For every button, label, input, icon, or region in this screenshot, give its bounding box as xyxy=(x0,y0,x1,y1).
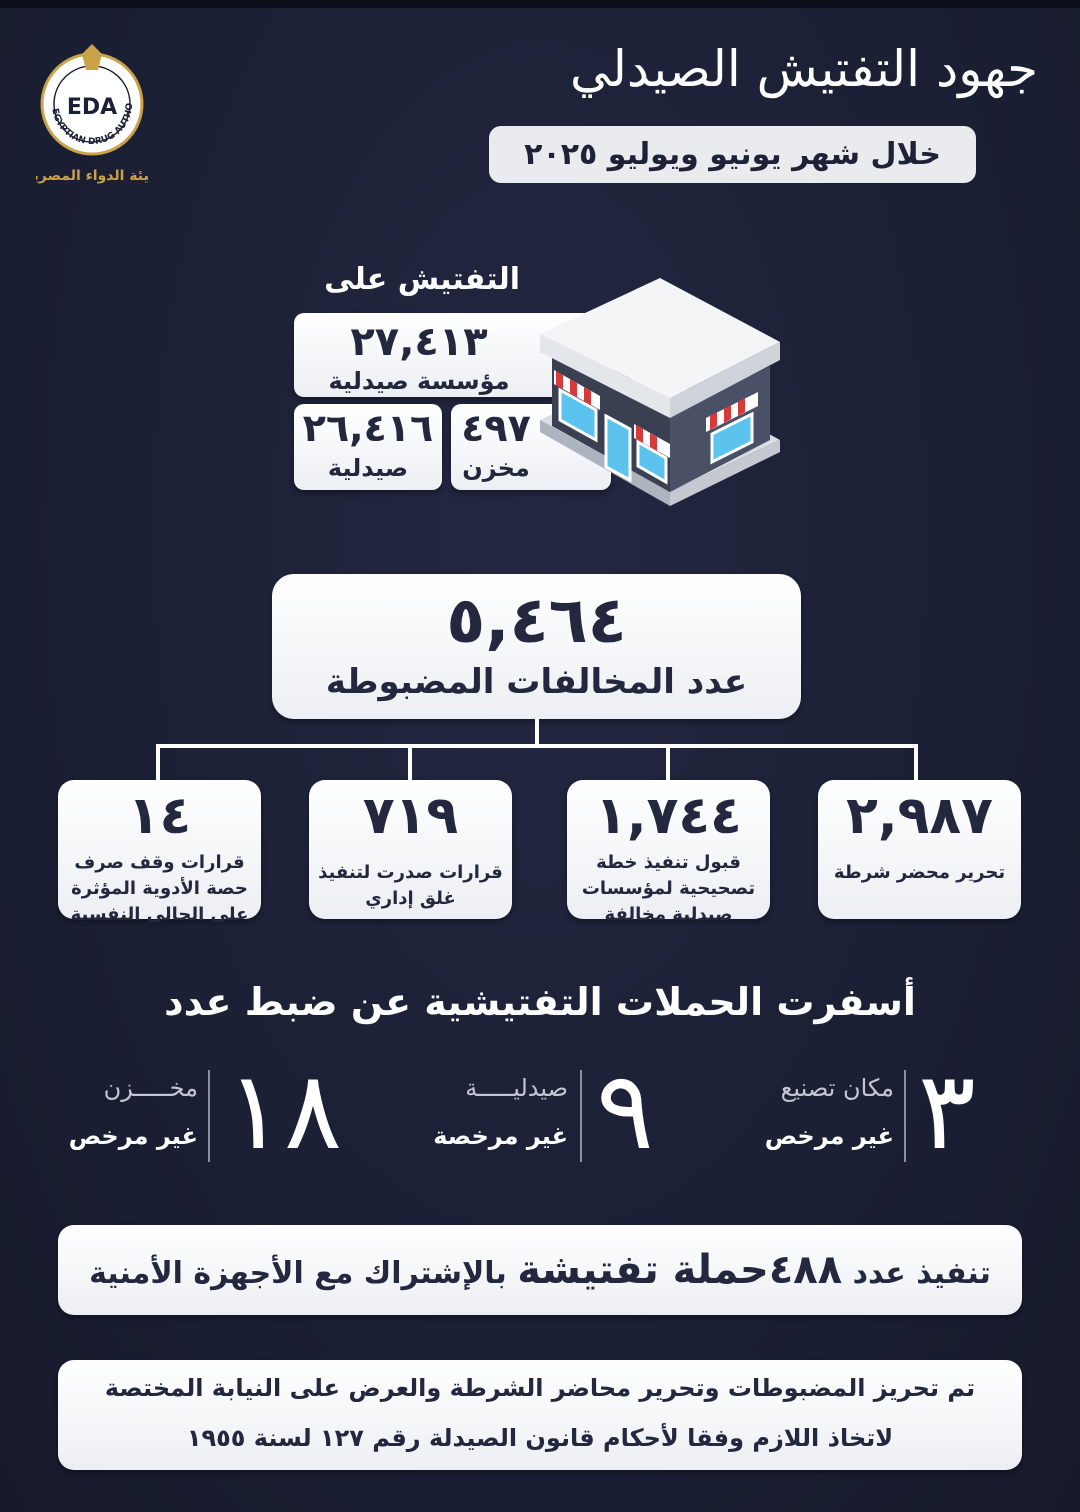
campaign-banner xyxy=(58,1225,1022,1315)
stat-card-closure-decisions xyxy=(309,780,512,919)
result-type-factory: مكان تصنيع xyxy=(780,1074,894,1102)
result-type-store: مخـــــزن xyxy=(103,1074,198,1102)
result-value-pharmacy: ٩ xyxy=(596,1049,655,1174)
stat-label: قرارات صدرت لتنفيذ غلق إداري xyxy=(318,862,503,909)
stat-value: ٧١٩ xyxy=(362,786,459,846)
period-subtitle: خلال شهر يونيو ويوليو ٢٠٢٥ xyxy=(489,126,976,183)
campaign-highlight: ٤٨٨حملة تفتيشة xyxy=(517,1247,843,1293)
pharmacy-building-icon xyxy=(530,270,790,535)
inspection-stores-label: مخزن xyxy=(462,454,530,482)
logo-arabic-name: ئة الدواء المصر xyxy=(38,168,144,184)
logo-abbr: EDA xyxy=(66,95,118,120)
page-title: جهود التفتيش الصيدلي xyxy=(570,40,1038,98)
inspection-total-value: ٢٧,٤١٣ xyxy=(350,319,488,365)
inspection-total-label: مؤسسة صيدلية xyxy=(328,367,510,395)
inspection-pharmacies-label: صيدلية xyxy=(327,454,409,482)
inspection-heading: التفتيش على xyxy=(324,262,520,297)
campaign-text xyxy=(78,1247,1002,1293)
stat-card-corrective-plan xyxy=(567,780,770,925)
result-status-factory: غير مرخص xyxy=(764,1122,894,1150)
stat-value: ٢,٩٨٧ xyxy=(846,786,993,846)
stat-card-police-report xyxy=(818,780,1021,919)
stat-label: قرارات وقف صرف حصة الأدوية المؤثرة على الحالى النفسية xyxy=(70,852,249,925)
connector-lines xyxy=(0,718,1080,788)
result-value-factory: ٣ xyxy=(918,1049,977,1174)
violations-label: عدد المخالفات المضبوطة xyxy=(325,662,748,702)
result-value-store: ١٨ xyxy=(226,1049,343,1174)
top-bar xyxy=(0,0,1080,8)
logo-ring-text: EGYPTIAN DRUG AUTHO xyxy=(49,102,136,148)
result-status-store: غير مرخص xyxy=(68,1122,198,1150)
stat-label: قبول تنفيذ خطة تصحيحية لمؤسسات صيدلية مخالفة xyxy=(581,852,756,925)
result-status-pharmacy: غير مرخصة xyxy=(433,1122,568,1150)
stat-value: ١,٧٤٤ xyxy=(595,786,742,846)
result-divider xyxy=(208,1070,210,1162)
stat-card-dispensing-suspension xyxy=(58,780,261,925)
result-divider xyxy=(580,1070,582,1162)
campaign-prefix: تنفيذ عدد xyxy=(852,1256,991,1291)
campaign-suffix: بالإشتراك مع الأجهزة الأمنية xyxy=(89,1256,507,1291)
inspection-pharmacies-card xyxy=(294,404,442,490)
inspection-pharmacies-value: ٢٦,٤١٦ xyxy=(302,406,434,450)
results-heading: أسفرت الحملات التفتيشية عن ضبط عدد xyxy=(164,980,916,1024)
inspection-stores-value: ٤٩٧ xyxy=(461,406,531,450)
violations-value: ٥,٤٦٤ xyxy=(446,584,627,658)
violations-card xyxy=(272,574,801,719)
stat-value: ١٤ xyxy=(127,786,192,846)
legal-line-1: تم تحريز المضبوطات وتحرير محاضر الشرطة والعرض على النيابة المختصة xyxy=(104,1374,976,1402)
result-type-pharmacy: صيدليـــــة xyxy=(465,1074,568,1102)
legal-line-2: لاتخاذ اللازم وفقا لأحكام قانون الصيدلة رقم ١٢٧ لسنة ١٩٥٥ xyxy=(186,1424,894,1452)
stat-label: تحرير محضر شرطة xyxy=(833,862,1006,883)
result-divider xyxy=(904,1070,906,1162)
legal-banner xyxy=(58,1360,1022,1470)
eda-logo xyxy=(36,40,148,188)
